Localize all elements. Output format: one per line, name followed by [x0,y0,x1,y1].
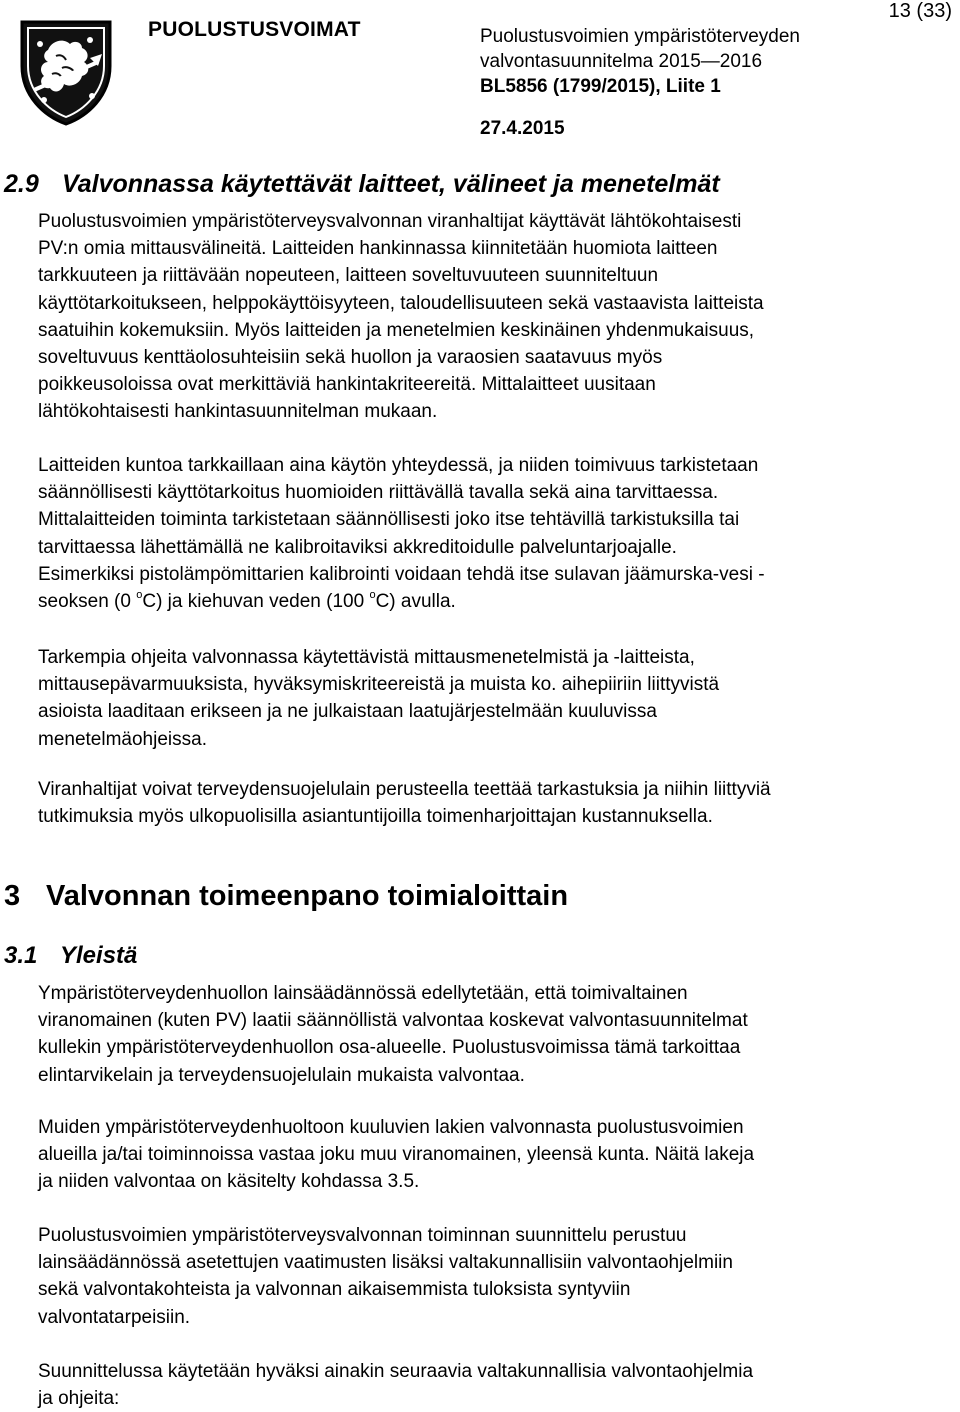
paragraph-legislation [38,980,950,1089]
text-line: PV:n omia mittausvälineitä. Laitteiden hankinnassa kiinnitetään huomiota laitteen [38,238,718,260]
paragraph-external-experts [38,776,950,830]
text-line: lainsäädännössä asetettujen vaatimusten lisäksi valtakunnallisiin valvontaohjelmiin [38,1252,733,1274]
paragraph-equipment-calibration [38,452,950,615]
text-line: viranomainen (kuten PV) laatii säännöllistä valvontaa koskevat valvontasuunnitelmat [38,1010,748,1032]
text-line: Muiden ympäristöterveydenhuoltoon kuuluvien lakien valvonnasta puolustusvoimien [38,1117,744,1138]
text-line: saatuihin kokemuksiin. Myös laitteiden ja menetelmien keskinäinen yhdenmukaisuus, [38,319,755,341]
section-number: 3.1 [4,942,38,969]
section-title: Valvonnan toimeenpano toimialoittain [46,880,569,912]
text-line: Mittalaitteiden toiminta tarkistetaan säännöllisesti joko itse tehtävillä tarkistuksilla tai [38,509,740,531]
text-line: ja niiden valvontaa on käsitelty kohdassa 3.5. [38,1171,420,1193]
text-line: tutkimuksia myös ulkopuolisilla asiantuntijoilla toimenharjoittajan kustannuksella. [38,806,713,828]
header-document-title [480,24,800,99]
text-line: Puolustusvoimien ympäristöterveysvalvonnan viranhaltijat käyttävät lähtökohtaisesti [38,211,742,232]
text-fragment: C) avulla. [375,591,456,613]
header-title-line2: valvontasuunnitelma 2015—2016 [480,51,763,72]
section-title: Yleistä [60,942,138,969]
text-line: menetelmäohjeissa. [38,728,207,750]
text-line: mittausepävarmuuksista, hyväksymiskriteereistä ja muista ko. aihepiiriin liittyvistä [38,674,720,696]
text-line: poikkeusoloissa ovat merkittäviä hankintakriteereitä. Mittalaitteet uusitaan [38,374,656,396]
text-line: lähtökohtaisesti hankintasuunnitelman mukaan. [38,401,438,423]
text-line: sekä valvontakohteista ja valvonnan aikaisemmista tuloksista syntyviin [38,1279,631,1301]
section-number: 2.9 [4,170,39,198]
section-heading-3-1 [4,942,137,970]
text-line: soveltuvuus kenttäolosuhteisiin sekä huollon ja varaosien saatavuus myös [38,347,663,369]
paragraph-planning-basis [38,1222,950,1331]
header-document-reference: BL5856 (1799/2015), Liite 1 [480,76,721,97]
text-line-temperatures [38,588,950,615]
text-line: Tarkempia ohjeita valvonnassa käytettävistä mittausmenetelmistä ja -laitteista, [38,647,695,668]
text-line: Suunnittelussa käytetään hyväksi ainakin seuraavia valtakunnallisia valvontaohjelmia [38,1361,754,1382]
text-line: valvontatarpeisiin. [38,1306,191,1328]
text-line: Ympäristöterveydenhuollon lainsäädännössä edellytetään, että toimivaltainen [38,983,688,1004]
text-line: asioista laaditaan erikseen ja ne julkaistaan laatujärjestelmään kuuluvissa [38,701,657,723]
paragraph-other-authorities [38,1114,950,1196]
text-line: alueilla ja/tai toiminnoissa vastaa joku muu viranomainen, yleensä kunta. Näitä lakeja [38,1144,755,1166]
header-organization: PUOLUSTUSVOIMAT [148,18,361,41]
text-line: käyttötarkoitukseen, helppokäyttöisyyteen, taloudellisuuteen sekä vastaavista laitteista [38,292,764,314]
degree-symbol: o [136,589,143,602]
text-line: tarkkuuteen ja riittävään nopeuteen, laitteen soveltuvuuteen suunniteltuun [38,265,659,287]
text-fragment: C) ja kiehuvan veden (100 [142,591,370,613]
paragraph-national-programs [38,1358,950,1412]
header-title-line1: Puolustusvoimien ympäristöterveyden [480,26,800,47]
degree-symbol: o [369,589,376,602]
lion-coat-of-arms-icon [4,4,128,128]
paragraph-measuring-equipment [38,208,950,426]
text-line: tarvittaessa lähettämällä ne kalibroitaviksi akkreditoidulle palveluntarjoajalle. [38,536,677,558]
paragraph-method-instructions [38,644,950,753]
text-line: säännöllisesti käyttötarkoitus huomioiden riittävällä tavalla sekä aina tarvittaessa. [38,482,719,504]
page-number: 13 (33) [888,0,952,22]
section-heading-3 [4,880,568,913]
header-date: 27.4.2015 [480,118,565,139]
section-number: 3 [4,880,21,912]
text-line: Esimerkiksi pistolämpömittarien kalibrointi voidaan tehdä itse sulavan jäämurska-vesi - [38,563,765,585]
text-line: ja ohjeita: [38,1388,120,1410]
text-line: elintarvikelain ja terveydensuojelulain mukaista valvontaa. [38,1064,525,1086]
section-title: Valvonnassa käytettävät laitteet, välineet ja menetelmät [62,170,720,198]
section-heading-2-9 [4,170,720,199]
text-line: Puolustusvoimien ympäristöterveysvalvonnan toiminnan suunnittelu perustuu [38,1225,687,1246]
text-line: Laitteiden kuntoa tarkkaillaan aina käytön yhteydessä, ja niiden toimivuus tarkistetaan [38,455,759,476]
text-line: Viranhaltijat voivat terveydensuojelulain perusteella teettää tarkastuksia ja niihin liittyviä [38,779,771,800]
text-line: kullekin ympäristöterveydenhuollon osa-alueelle. Puolustusvoimissa tämä tarkoittaa [38,1037,741,1059]
text-fragment: seoksen (0 [38,591,137,613]
